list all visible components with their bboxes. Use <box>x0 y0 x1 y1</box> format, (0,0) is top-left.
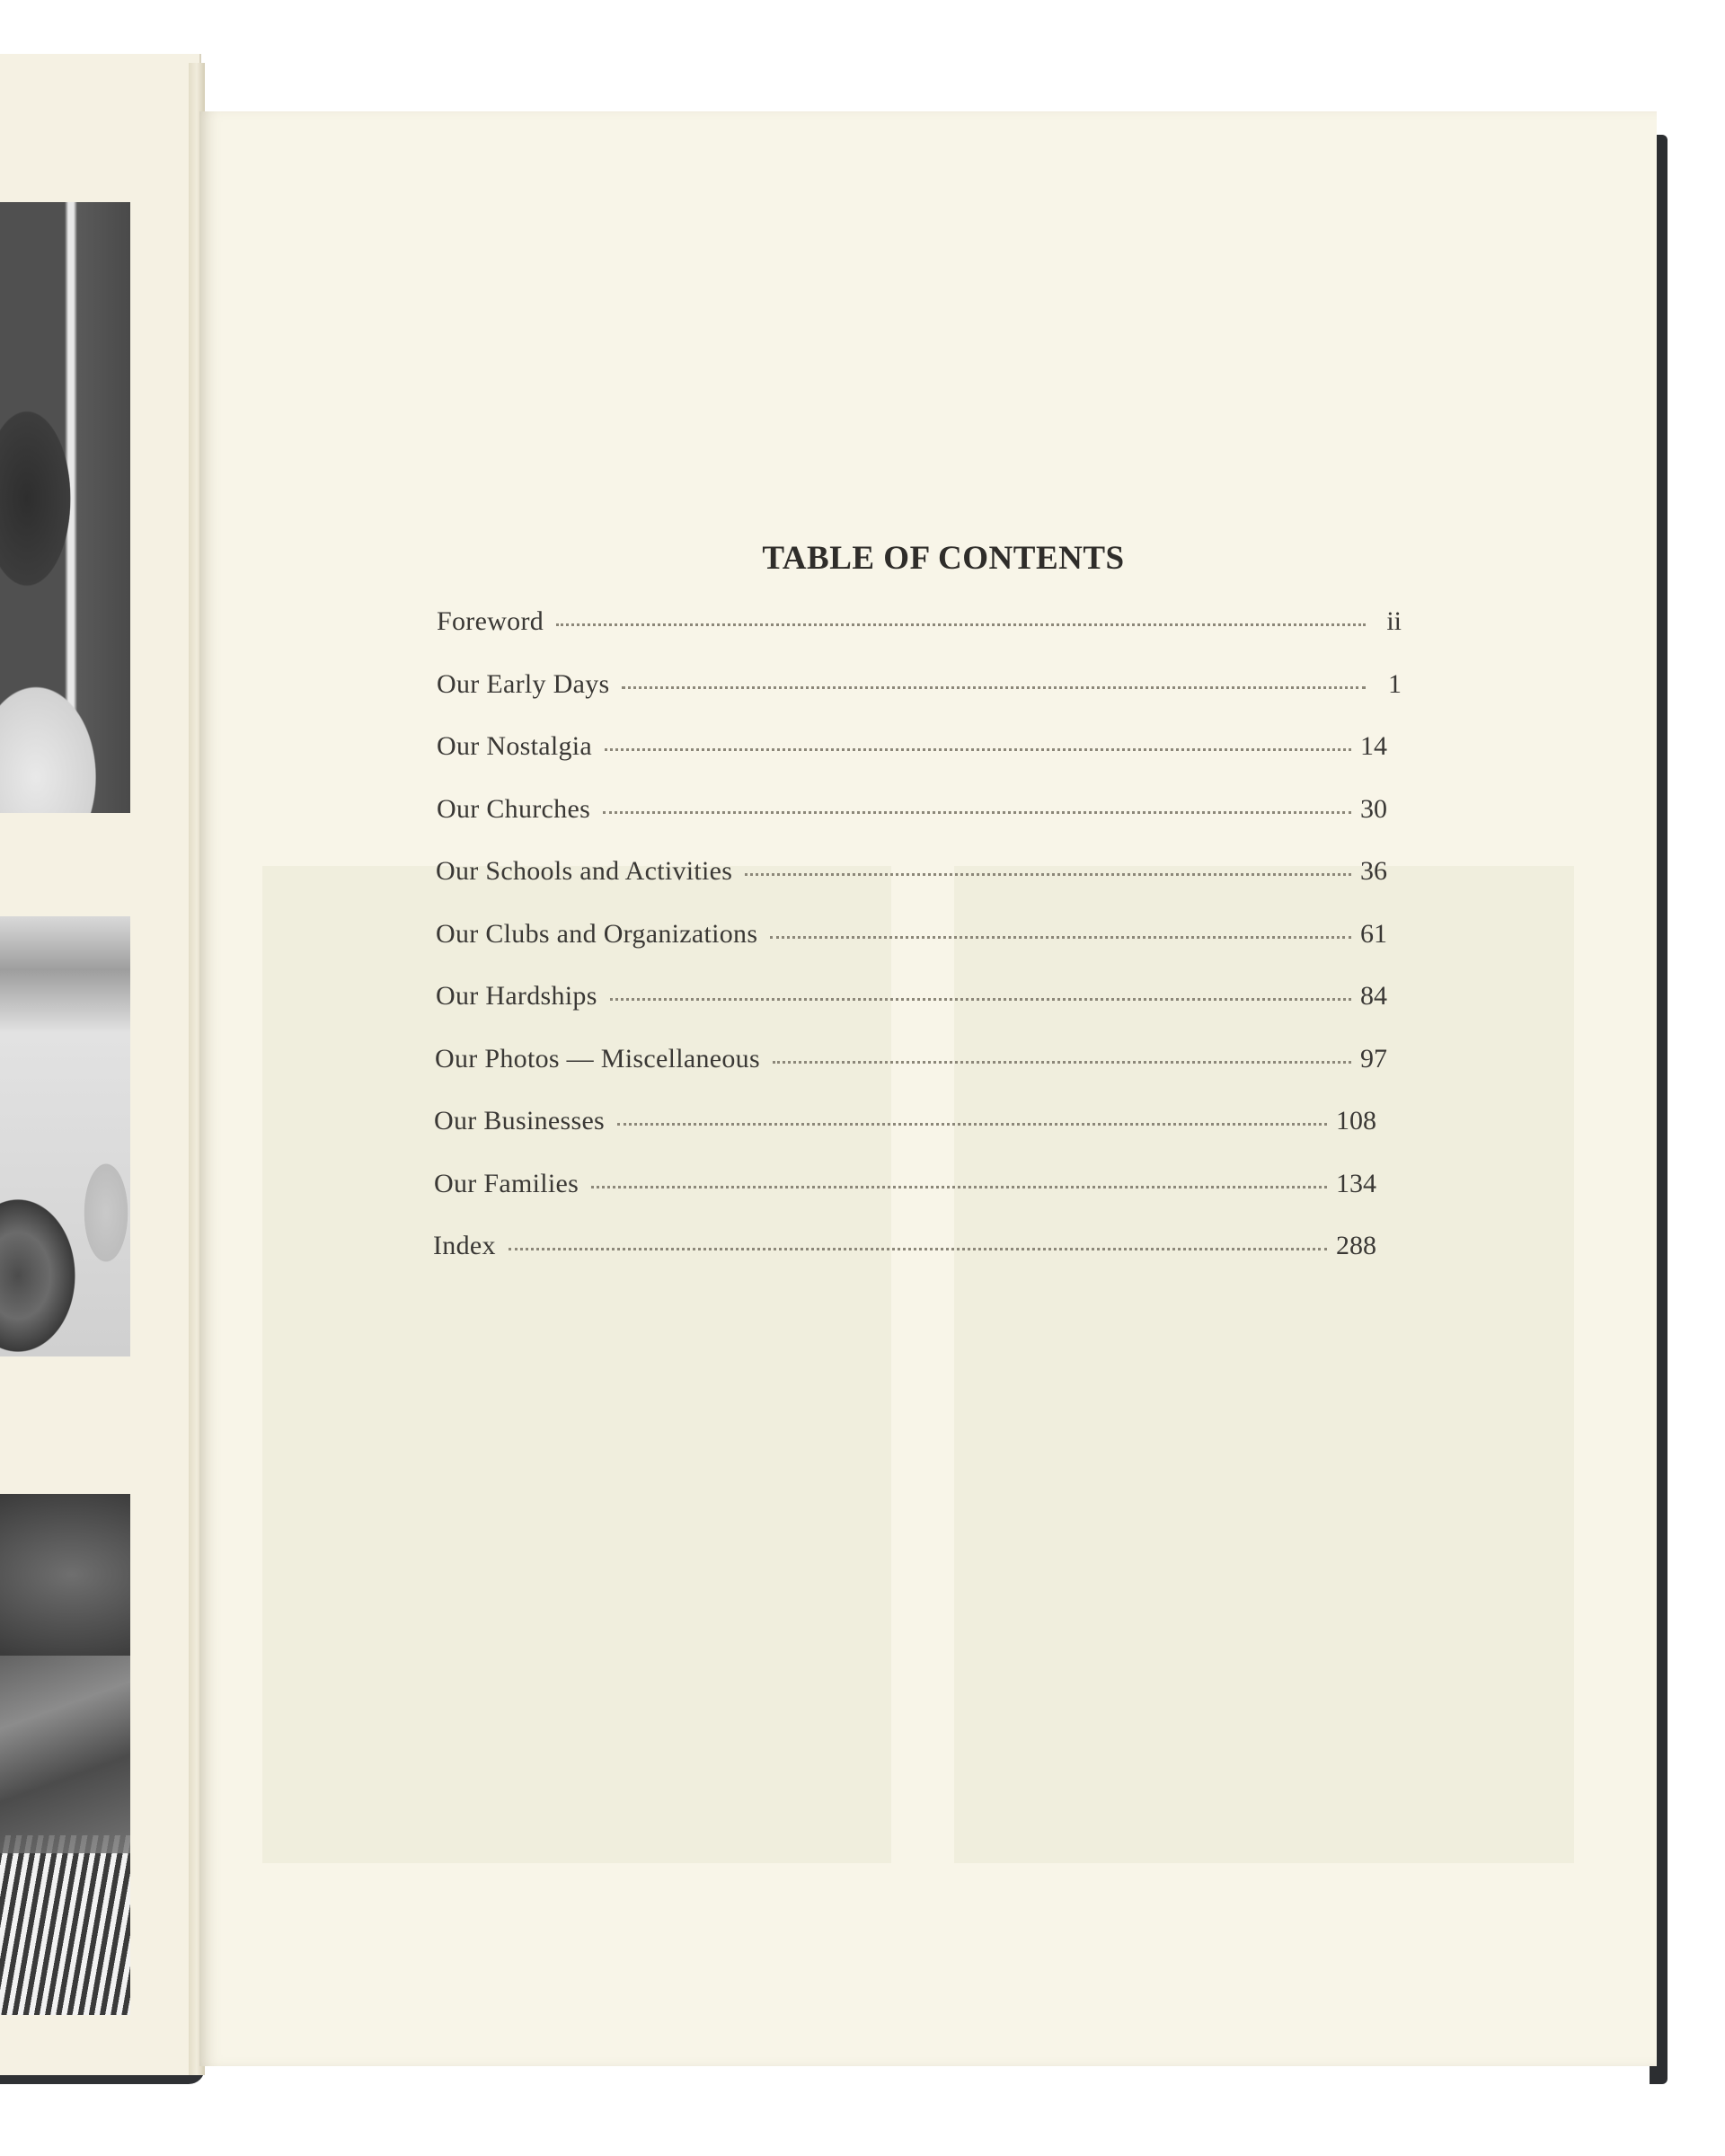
toc-dot-leader <box>745 873 1351 876</box>
toc-dot-leader <box>603 811 1351 814</box>
toc-entry-page-number: 108 <box>1336 1106 1376 1135</box>
toc-entry <box>433 1231 1376 1294</box>
toc-entry-label: Our Schools and Activities <box>436 856 733 886</box>
toc-entry <box>437 606 1402 669</box>
toc-entry <box>437 794 1387 857</box>
left-page-photo-top <box>0 202 130 813</box>
toc-list <box>431 606 1402 1294</box>
toc-dot-leader <box>770 936 1351 939</box>
toc-entry-label: Our Churches <box>437 793 591 824</box>
toc-dot-leader <box>622 686 1366 689</box>
toc-entry-label: Our Nostalgia <box>437 731 593 761</box>
toc-entry-page-number: 97 <box>1360 1043 1387 1074</box>
toc-entry-label: Our Hardships <box>436 981 597 1011</box>
toc-entry-page-number: ii <box>1386 606 1402 636</box>
toc-entry-page-number: 84 <box>1360 981 1387 1011</box>
left-page-photo-bottom <box>0 1494 130 2015</box>
toc-dot-leader <box>605 748 1351 751</box>
toc-dot-leader <box>556 623 1366 626</box>
toc-entry <box>435 1044 1387 1107</box>
toc-dot-leader <box>617 1123 1327 1126</box>
toc-entry <box>437 731 1387 794</box>
toc-entry-page-number: 30 <box>1360 793 1387 824</box>
toc-entry-page-number: 14 <box>1360 731 1387 761</box>
toc-entry <box>436 981 1387 1044</box>
toc-entry-label: Our Photos — Miscellaneous <box>435 1043 760 1074</box>
toc-entry-page-number: 288 <box>1336 1231 1376 1260</box>
toc-entry-label: Our Families <box>434 1168 579 1198</box>
toc-dot-leader <box>509 1248 1327 1250</box>
toc-entry-label: Index <box>433 1231 496 1260</box>
toc-entry-page-number: 1 <box>1388 668 1402 699</box>
toc-entry <box>436 919 1387 982</box>
left-page <box>0 54 201 2075</box>
toc-entry <box>434 1106 1376 1169</box>
toc-title: TABLE OF CONTENTS <box>762 540 1125 577</box>
toc-entry-page-number: 36 <box>1360 856 1387 886</box>
table-of-contents <box>431 539 1402 1294</box>
photo-figure <box>0 1656 130 1853</box>
toc-entry <box>436 856 1387 919</box>
toc-dot-leader <box>610 998 1351 1001</box>
toc-entry <box>437 669 1402 732</box>
toc-dot-leader <box>591 1186 1327 1188</box>
toc-entry-label: Foreword <box>437 606 544 636</box>
toc-entry-label: Our Clubs and Organizations <box>436 918 758 949</box>
toc-entry-page-number: 134 <box>1336 1168 1376 1198</box>
toc-entry-label: Our Businesses <box>434 1106 606 1135</box>
toc-entry-label: Our Early Days <box>437 668 610 699</box>
toc-dot-leader <box>773 1061 1351 1064</box>
toc-entry <box>434 1169 1376 1232</box>
toc-entry-page-number: 61 <box>1360 918 1387 949</box>
left-page-photo-middle <box>0 916 130 1356</box>
